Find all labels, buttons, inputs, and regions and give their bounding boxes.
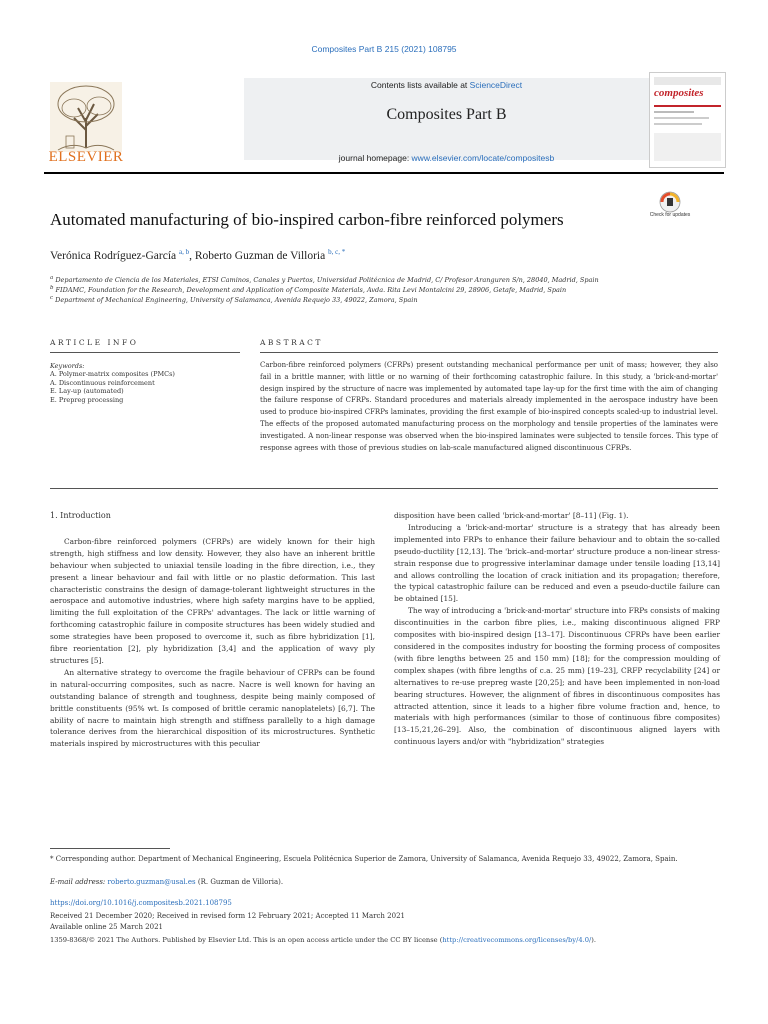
affiliation-sup: a xyxy=(50,275,54,281)
homepage-line xyxy=(244,153,649,163)
affiliation-text: Departamento de Ciencia de los Materiales, ETSI Caminos, Canales y Puertos, Universidad Politécnica de Madrid, C/ Profesor Aranguren S/n, 28040, Madrid, Spain xyxy=(55,276,599,285)
contents-prefix: Contents lists available at xyxy=(370,80,470,90)
footnote-rule xyxy=(50,848,170,849)
check-for-updates-icon[interactable] xyxy=(648,190,692,230)
license-prefix: 1359-8368/© 2021 The Authors. Published by Elsevier Ltd. This is an open access article under the CC BY license ( xyxy=(50,936,443,944)
author-list: Verónica Rodríguez-García $^{a, b}$, Roberto Guzman de Villoria $^{b, c, *}$ xyxy=(50,248,346,262)
abstract-heading: ABSTRACT xyxy=(260,338,323,347)
license-link[interactable]: http://creativecommons.org/licenses/by/4.0/ xyxy=(442,936,592,944)
divider xyxy=(50,488,718,489)
keywords xyxy=(50,362,175,404)
doi[interactable]: https://doi.org/10.1016/j.compositesb.2021.108795 xyxy=(50,899,232,907)
cover-title: composites xyxy=(654,87,704,99)
keyword: A. Polymer-matrix composites (PMCs) xyxy=(50,370,175,379)
paragraph: An alternative strategy to overcome the fragile behaviour of CFRPs can be found in natural-occurring composites, such as nacre. Nacre is well known for having an outstanding balance of strength and toughness, despite being mainly composed of brittle constituents (95% wt. Is composed of brittle ceramic nanoplatelets) [6,7]. The ability of nacre to maintain high strength and stiffness parallelly to a high damage tolerance derives from the hierarchical disposition of its microstructures. Synthetic materials inspired by microstructures with this peculiar xyxy=(50,667,375,749)
affiliation-sup: c xyxy=(50,295,54,301)
affiliation xyxy=(50,295,418,304)
author-name[interactable]: Verónica Rodríguez-García xyxy=(50,249,177,262)
check-for-updates-label[interactable]: Check for updates xyxy=(649,212,691,218)
doi-link[interactable] xyxy=(50,898,730,909)
affiliation-text: Department of Mechanical Engineering, University of Salamanca, Avenida Requejo 33, 49022, Zamora, Spain xyxy=(55,296,418,305)
paragraph: Carbon-fibre reinforced polymers (CFRPs) are widely known for their high strength, high stiffness and low density. However, they also have an inherent brittle behaviour when subjected to uniaxial tensile loading in the fibre direction, i.e., they present a linear behaviour and fail with little or no plastic deformation. This last characteristic constrains the design of damage-tolerant lightweight structures in the aerospace and automotive industries, where high safety margins have to be applied, limiting the full exploitation of the CFRPs' advantages. The lack or little warning of forthcoming catastrophic failure in composite structures has been widely studied and some strategies have been proposed to overcome it, such as fibre hybridization [1], fibre reorientation [2], ply hybridization [3,4] and the application of wavy ply structures [5]. xyxy=(50,536,375,665)
journal-title: Composites Part B xyxy=(386,106,507,123)
keywords-label: Keywords: xyxy=(50,362,85,370)
journal-cover[interactable] xyxy=(649,72,726,168)
email-line xyxy=(50,877,730,888)
section-heading: 1. Introduction xyxy=(50,511,111,520)
journal-header xyxy=(44,70,724,168)
paragraph: disposition have been called 'brick-and-mortar' [8–11] (Fig. 1). xyxy=(394,511,629,520)
body-column-left xyxy=(50,510,375,750)
keyword: E. Lay-up (automated) xyxy=(50,387,124,396)
available-online: Available online 25 March 2021 xyxy=(50,923,164,931)
author-affiliation-sup[interactable]: b, c, * xyxy=(328,248,346,256)
received-dates: Received 21 December 2020; Received in revised form 12 February 2021; Accepted 11 March 2021 xyxy=(50,912,405,920)
corresponding-author: * Corresponding author. Department of Mechanical Engineering, Escuela Politécnica Superior de Zamora, University of Salamanca, Avenida Requejo 33, 49022, Zamora, Spain. xyxy=(50,855,678,863)
divider xyxy=(50,352,240,353)
affiliation-sup: b xyxy=(50,285,54,291)
affiliation xyxy=(50,275,599,284)
sciencedirect-link[interactable]: ScienceDirect xyxy=(469,80,523,90)
email-label: E-mail address: xyxy=(50,878,108,886)
header-rule xyxy=(44,172,724,174)
license-suffix: ). xyxy=(591,936,596,944)
keyword: E. Prepreg processing xyxy=(50,395,124,404)
keyword: A. Discontinuous reinforcement xyxy=(50,378,155,387)
author-affiliation-sup[interactable]: a, b xyxy=(179,248,190,256)
abstract-text: Carbon-fibre reinforced polymers (CFRPs) present outstanding mechanical performance per unit of mass; however, they also fail in a brittle manner, with little or no warning of their forthcoming catastrophic failure. In this study, a 'brick-and-mortar' design inspired by the structure of nacre was implemented by automated tape lay-up for the first time with the aim of changing the failure response of CFRPs. Standard procedures and materials already implemented in the aerospace industry have been used to produce bio-inspired CFRPs laminates, providing the first example of bio-inspired concepts scaled-up to industrial level. The effects of the proposed automated manufacturing process on the morphology and tensile properties of the laminates were investigated. A non-linear response was observed when the bio-inspired laminates were subjected to tensile forces. This type of response agrees with those of previous studies on lab-scale manufactured aligned discontinuous CFRPs. xyxy=(260,361,718,452)
journal-reference[interactable]: Composites Part B 215 (2021) 108795 xyxy=(311,44,457,54)
article-info-heading: ARTICLE INFO xyxy=(50,338,139,347)
author-name[interactable]: Roberto Guzman de Villoria xyxy=(194,249,326,262)
email-suffix: (R. Guzman de Villoria). xyxy=(195,878,284,886)
publisher-name: ELSEVIER xyxy=(48,149,124,165)
affiliation xyxy=(50,285,566,294)
license-line xyxy=(50,935,730,946)
paragraph: The way of introducing a 'brick-and-mortar' structure into FRPs consists of making discontinuities in the carbon fibre plies, i.e., making discontinuous aligned FRP composites with bio-inspired design [13–17]. Discontinuous CFRPs have been earlier considered in the composites industry for boosting the forming process of composites (with fibre lengths between 25 and 150 mm) [18]; for the compression moulding of complex shapes (with fibre lengths of c.a. 25 mm) [19–23], CRFP recyclability [24] or alternatives to re-use prepreg waste [20,25]; and have been implemented in non-load bearing structures. However, the alignment of fibres in discontinuous composites has attracted attention, since it leads to a higher fibre volume fraction and, hence, to materials with high performances (similar to those of continuous fibre composites) [13–15,21,26–29]. Also, the combination of discontinuous aligned layers with continuous layers and/or with "hybridization" strategies xyxy=(394,606,720,747)
email-link[interactable]: roberto.guzman@usal.es xyxy=(107,878,196,886)
paragraph: Introducing a 'brick-and-mortar' structure is a strategy that has already been implemented into FRPs to enhance their failure behaviour and to obtain the so-called pseudo-ductility [12,13]. The 'brick–and-mortar' structure produce a non-linear stress-strain response due to progressive interlaminar damage under tensile loading [13,14] and allows controlling the location of crack initiation and its propagation; therefore, the typical catastrophic failure can be reduced and even a pseudo-ductile failure can be obtained [15]. xyxy=(394,522,720,604)
homepage-link[interactable]: www.elsevier.com/locate/compositesb xyxy=(411,153,555,163)
article-title: Automated manufacturing of bio-inspired carbon-fibre reinforced polymers xyxy=(50,210,564,229)
affiliation-text: FIDAMC, Foundation for the Research, Development and Application of Composite Materials, Avda. Rita Levi Montalcini 29, 28906, Getafe, Madrid, Spain xyxy=(55,286,567,295)
divider xyxy=(260,352,718,353)
homepage-prefix: journal homepage: xyxy=(338,153,412,163)
body-column-right xyxy=(394,510,720,748)
